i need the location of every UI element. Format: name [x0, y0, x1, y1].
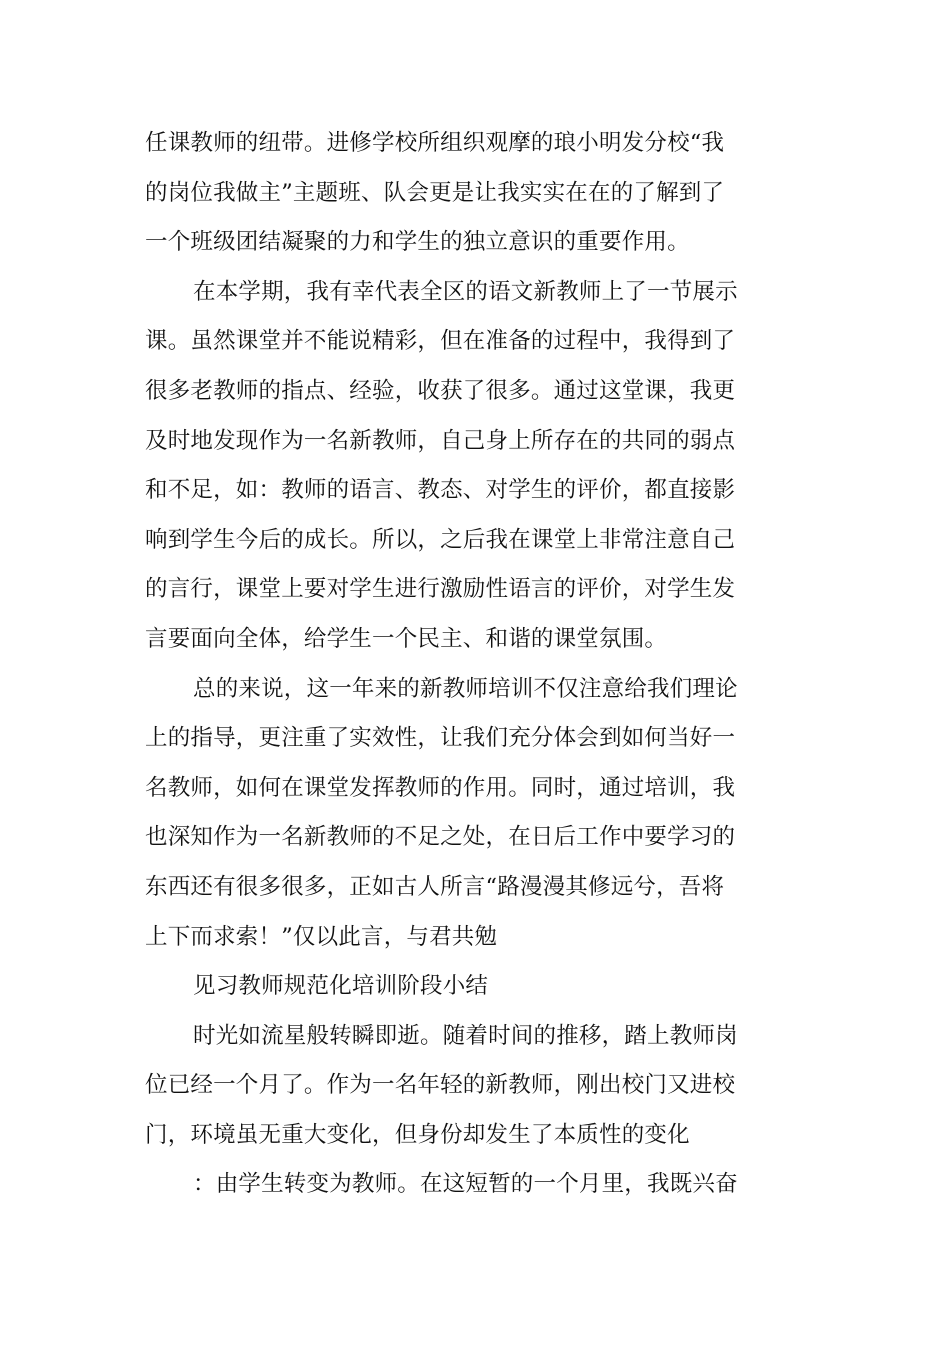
text-line: 一个班级团结凝聚的力和学生的独立意识的重要作用。	[145, 229, 690, 256]
text-line: 言要面向全体，给学生一个民主、和谐的课堂氛围。	[145, 625, 668, 652]
text-line: 响到学生今后的成长。所以，之后我在课堂上非常注意自己	[145, 526, 736, 553]
text-line: 位已经一个月了。作为一名年轻的新教师，刚出校门又进校	[145, 1072, 736, 1099]
text-line: ：由学生转变为教师。在这短暂的一个月里，我既兴奋	[193, 1171, 738, 1198]
text-line: 及时地发现作为一名新教师，自己身上所存在的共同的弱点	[145, 427, 736, 454]
text-line: 门，环境虽无重大变化，但身份却发生了本质性的变化	[145, 1121, 690, 1148]
text-line: 任课教师的纽带。进修学校所组织观摩的琅小明发分校“我	[145, 130, 725, 156]
text-line: 课。虽然课堂并不能说精彩，但在准备的过程中，我得到了	[145, 328, 736, 355]
text-line: 很多老教师的指点、经验，收获了很多。通过这堂课，我更	[145, 377, 736, 404]
text-line: 的言行，课堂上要对学生进行激励性语言的评价，对学生发	[145, 576, 736, 603]
paragraph-first-line: 总的来说，这一年来的新教师培训不仅注意给我们理论	[193, 675, 738, 702]
paragraph-first-line: 时光如流星般转瞬即逝。随着时间的推移，踏上教师岗	[193, 1022, 738, 1049]
paragraph-first-line: 在本学期，我有幸代表全区的语文新教师上了一节展示	[193, 278, 738, 305]
body-text	[145, 119, 745, 1210]
text-line: 名教师，如何在课堂发挥教师的作用。同时，通过培训，我	[145, 774, 736, 801]
text-line: 上下而求索！”仅以此言，与君共勉	[145, 923, 498, 950]
text-line: 和不足，如：教师的语言、教态、对学生的评价，都直接影	[145, 477, 736, 504]
section-heading: 见习教师规范化培训阶段小结	[193, 973, 489, 1000]
text-line: 东西还有很多很多，正如古人所言“路漫漫其修远兮，吾将	[145, 873, 725, 900]
text-line: 上的指导，更注重了实效性，让我们充分体会到如何当好一	[145, 725, 736, 752]
text-line: 的岗位我做主”主题班、队会更是让我实实在在的了解到了	[145, 179, 725, 206]
text-line: 也深知作为一名新教师的不足之处，在日后工作中要学习的	[145, 824, 736, 851]
